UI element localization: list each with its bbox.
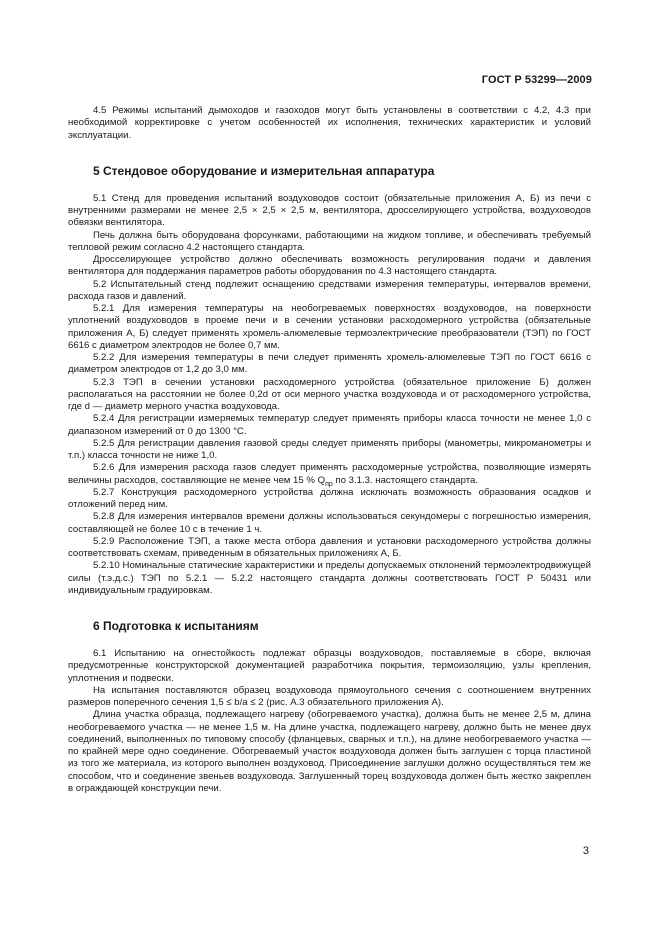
paragraph: 5.2.5 Для регистрации давления газовой среды следует применять приборы (манометры, микроманометры и т.п.) класса точности не ниже 1,0. [68,437,591,461]
text: по 3.1.3. настоящего стандарта. [332,474,479,486]
paragraph-5-2-6 [68,462,591,487]
paragraph: Длина участка образца, подлежащего нагреву (обогреваемого участка), должна быть не менее 2,5 м, длина необогреваемого участка — не менее 1,5 м. На длине участка, подлежащего нагреву, должно быть не менее двух соединений, выполненных по типовому способу (фланцевых, сварных и т.п.), на длине необогреваемого участка — по крайней мере одно соединение. Обогреваемый участок воздуховода должен быть заглушен с торца пластиной из того же материала, из которого выполнен воздуховод. Присоединение заглушки должно осуществляться тем же способом, что и соединение звеньев воздуховода. Заглушенный торец воздуховода должен быть жестко закреплен в ограждающей конструкции печи. [68,709,591,794]
paragraph: 5.2.1 Для измерения температуры на необогреваемых поверхностях воздуховодов, на поверхности уплотнений воздуховодов в проеме печи и в сечении установки расходомерного устройства (обязательные приложения А, Б) следует применять хромель-алюмелевые термоэлектрические преобразователи (ТЭП) по ГОСТ 6616 с диаметром электродов не более 0,7 мм. [68,303,591,351]
paragraph: 6.1 Испытанию на огнестойкость подлежат образцы воздуховодов, поставляемые в сборе, включая предусмотренные конструкторской документацией разработчика покрытия, термоизоляцию, узлы крепления, уплотнения и подвески. [68,648,591,684]
text: 5.2.6 Для измерения расхода газов следует применять расходомерные устройства, позволяющие измерять величины расходов, составляющие не менее чем 15 % Q [68,462,591,486]
paragraph: 5.2.3 ТЭП в сечении установки расходомерного устройства (обязательное приложение Б) должен располагаться на расстоянии не более 0,2d от оси мерного участка воздуховода и от расходомерного устройства, где d — диаметр мерного участка воздуховода. [68,376,591,412]
standard-number: ГОСТ Р 53299—2009 [481,74,592,86]
page-number: 3 [582,845,589,857]
paragraph: Дросселирующее устройство должно обеспечивать возможность регулирования подачи и давления вентилятора для поддержания параметров работы оборудования по 4.3 настоящего стандарта. [68,254,591,278]
paragraph: 5.2.9 Расположение ТЭП, а также места отбора давления и установки расходомерного устройства должны соответствовать схемам, приведенным в обязательных приложениях А, Б. [68,535,591,559]
paragraph: 5.2.8 Для измерения интервалов времени должны использоваться секундомеры с погрешностью измерения, составляющей не более 10 с в течение 1 ч. [68,511,591,535]
paragraph: 5.2.10 Номинальные статические характеристики и пределы допускаемых отклонений термоэлектродвижущей силы (т.э.д.с.) ТЭП по 5.2.1 — 5.2.2 настоящего стандарта должны соответствовать ГОСТ Р 50431 или индивидуальным градуировкам. [68,560,591,596]
section-5-title: 5 Стендовое оборудование и измерительная аппаратура [93,163,435,178]
subscript: пр [325,480,333,488]
paragraph: 5.2.4 Для регистрации измеряемых температур следует применять приборы класса точности не менее 1,0 с диапазоном измерений от 0 до 1300 °С. [68,413,591,437]
paragraph: 5.2.2 Для измерения температуры в печи следует применять хромель-алюмелевые ТЭП по ГОСТ 6616 с диаметром электродов от 1,2 до 3,0 мм. [68,352,591,376]
paragraph: 5.1 Стенд для проведения испытаний воздуховодов состоит (обязательные приложения А, Б) из печи с внутренними размерами не менее 2,5 × 2,5 × 2,5 м, вентилятора, дросселирующего устройства, воздуховодов обвязки вентилятора. [68,192,591,229]
paragraph: 5.2 Испытательный стенд подлежит оснащению средствами измерения температуры, интервалов времени, расхода газов и давлений. [68,278,591,302]
paragraph: На испытания поставляются образец воздуховода прямоугольного сечения с соотношением внутренних размеров поперечного сечения 1,5 ≤ b/a ≤ 2 (рис. А.3 обязательного приложения А). [68,684,591,708]
section-6-title: 6 Подготовка к испытаниям [93,619,259,633]
paragraph: Печь должна быть оборудована форсунками, работающими на жидком топливе, и обеспечивать требуемый тепловой режим согласно 4.2 настоящего стандарта. [68,229,591,253]
paragraph-4-5: 4.5 Режимы испытаний дымоходов и газоходов могут быть установлены в соответствии с 4.2, 4.3 при необходимой корректировке с учетом особенностей их исполнения, технических характеристик и условий эксплуатации. [68,105,591,141]
document-body [68,105,591,795]
paragraph: 5.2.7 Конструкция расходомерного устройства должна исключать возможность образования осадков и отложений перед ним. [68,486,591,510]
